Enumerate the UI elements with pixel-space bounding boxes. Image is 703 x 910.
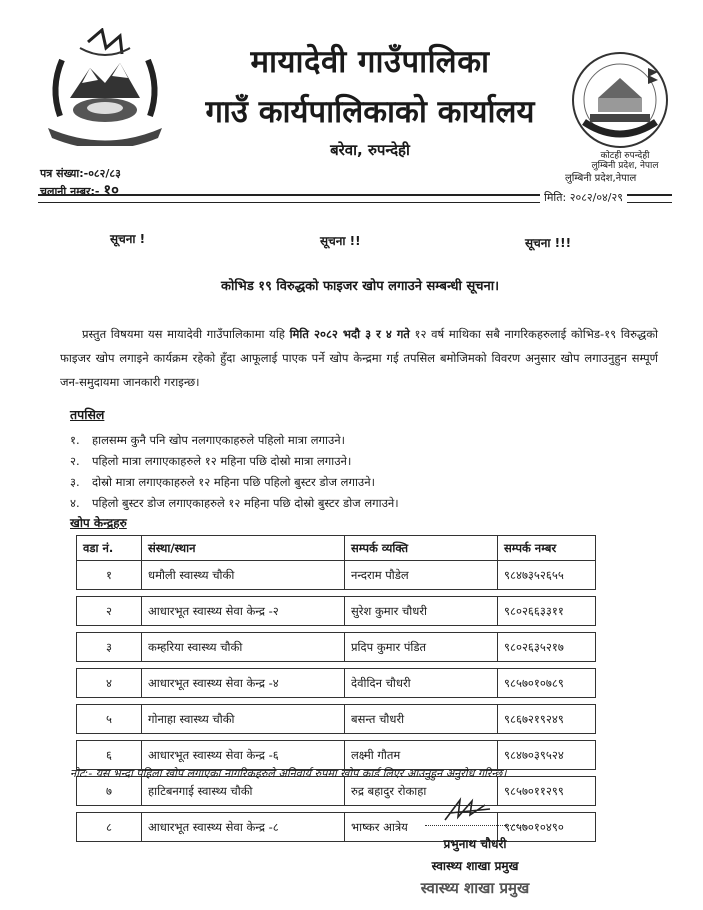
list-item-number: १. xyxy=(70,433,80,447)
row-spacer-cell xyxy=(77,734,596,741)
vaccination-centers-table xyxy=(76,535,596,842)
list-item-text: पहिलो मात्रा लगाएकाहरुले १२ महिना पछि दोस्रो मात्रा लगाउने। xyxy=(92,454,352,468)
row-spacer xyxy=(77,734,596,741)
cell-institution: आधारभूत स्वास्थ्य सेवा केन्द्र -२ xyxy=(142,597,345,626)
table-row xyxy=(77,561,596,590)
signatory-title: स्वास्थ्य शाखा प्रमुख xyxy=(431,859,519,873)
notice-word-3: सूचना !!! xyxy=(525,236,572,250)
dispatch-number-label: चलानी नम्बर:- xyxy=(40,185,104,198)
list-item-text: दोस्रो मात्रा लगाएकाहरुले १२ महिना पछि पहिलो बुस्टर डोज लगाउने। xyxy=(92,475,375,489)
cell-contact-person: रुद्र बहादुर रोकाहा xyxy=(345,777,498,806)
row-spacer xyxy=(77,662,596,669)
cell-institution: आधारभूत स्वास्थ्य सेवा केन्द्र -४ xyxy=(142,669,345,698)
row-spacer-cell xyxy=(77,662,596,669)
header-institution: संस्था/स्थान xyxy=(142,536,345,561)
table-row xyxy=(77,633,596,662)
office-address: बरेवा, रुपन्देही xyxy=(330,141,410,159)
cell-contact-person: देवीदिन चौधरी xyxy=(345,669,498,698)
municipality-logo-caption-1: कोटही रुपन्देही xyxy=(600,151,650,161)
table-header-row xyxy=(77,536,596,561)
body-paragraph-start: प्रस्तुत विषयमा यस मायादेवी गाउँपालिकामा यहि xyxy=(82,327,290,341)
dispatch-number-value: १० xyxy=(103,181,119,199)
cell-institution: धमौली स्वास्थ्य चौकी xyxy=(142,561,345,590)
vaccination-centers-heading: खोप केन्द्रहरु xyxy=(70,516,127,530)
cell-contact-number: ९८४७०३९५२४ xyxy=(498,741,596,770)
table-row xyxy=(77,669,596,698)
row-spacer-cell xyxy=(77,590,596,597)
cell-contact-number: ९८४७३५२६५५ xyxy=(498,561,596,590)
list-item-text: हालसम्म कुनै पनि खोप नलगाएकाहरुले पहिलो मात्रा लगाउने। xyxy=(92,433,346,447)
letter-number: पत्र संख्या:-०८२/८३ xyxy=(40,167,121,180)
header-contact-number: सम्पर्क नम्बर xyxy=(498,536,596,561)
body-paragraph xyxy=(60,322,658,394)
cell-contact-number: ९८५७०११२९९ xyxy=(498,777,596,806)
cell-contact-number: ९८५७०१०७८९ xyxy=(498,669,596,698)
cell-ward: ६ xyxy=(77,741,142,770)
row-spacer xyxy=(77,590,596,597)
cell-contact-person: भाष्कर आत्रेय xyxy=(345,813,498,842)
details-heading: तपसिल xyxy=(70,407,105,422)
body-paragraph-date: मिति २०८२ भदौ ३ र ४ गते xyxy=(289,327,410,341)
notice-word-1: सूचना ! xyxy=(110,232,146,246)
official-stamp: स्वास्थ्य शाखा प्रमुख xyxy=(420,879,530,897)
cell-ward: ३ xyxy=(77,633,142,662)
list-item-number: २. xyxy=(70,454,80,468)
cell-ward: ८ xyxy=(77,813,142,842)
cell-ward: १ xyxy=(77,561,142,590)
row-spacer-cell xyxy=(77,698,596,705)
cell-ward: ५ xyxy=(77,705,142,734)
notice-title: कोभिड १९ विरुद्धको फाइजर खोप लगाउने सम्बन्धी सूचना। xyxy=(220,279,500,294)
cell-contact-person: बसन्त चौधरी xyxy=(345,705,498,734)
row-spacer-cell xyxy=(77,806,596,813)
table-row xyxy=(77,597,596,626)
letter-date: मिति: २०८२/०४/२९ xyxy=(540,190,627,205)
cell-institution: हाटिबनगाई स्वास्थ्य चौकी xyxy=(142,777,345,806)
signature-icon xyxy=(440,795,500,825)
cell-institution: आधारभूत स्वास्थ्य सेवा केन्द्र -६ xyxy=(142,741,345,770)
municipality-logo-caption-2: लुम्बिनी प्रदेश, नेपाल xyxy=(591,161,659,171)
nepal-government-emblem-icon xyxy=(40,28,170,146)
cell-institution: गोनाहा स्वास्थ्य चौकी xyxy=(142,705,345,734)
list-item xyxy=(70,430,630,451)
office-name-line2: गाउँ कार्यपालिकाको कार्यालय xyxy=(205,94,535,130)
notice-word-2: सूचना !! xyxy=(320,234,361,248)
cell-contact-person: सुरेश कुमार चौधरी xyxy=(345,597,498,626)
signatory-name: प्रभुनाथ चौधरी xyxy=(443,837,507,851)
list-item xyxy=(70,451,630,472)
footnote: नोट:- यस भन्दा पहिला खोप लगाएका नागरिकहरुले अनिवार्य रुपमा खोप कार्ड लिएर आउनुहुन अनुरोध गरिन्छ। xyxy=(70,767,507,780)
row-spacer xyxy=(77,698,596,705)
cell-contact-number: ९८०२६६३३११ xyxy=(498,597,596,626)
cell-institution: आधारभूत स्वास्थ्य सेवा केन्द्र -८ xyxy=(142,813,345,842)
cell-contact-number: ९८६७२१९२४९ xyxy=(498,705,596,734)
signature-line xyxy=(425,825,525,826)
table-row xyxy=(77,705,596,734)
cell-contact-person: लक्ष्मी गौतम xyxy=(345,741,498,770)
header-contact-person: सम्पर्क व्यक्ति xyxy=(345,536,498,561)
header-ward: वडा नं. xyxy=(77,536,142,561)
body-paragraph-rest: १२ वर्ष माथिका सबै नागरिकहरुलाई कोभिड-१९ विरुद्धको फाइजर खोप लगाइने कार्यक्रम रहेको हुँदा आफूलाई पाएक पर्ने खोप केन्द्रमा गई तपसिल बमोजिमको विवरण अनुसार खोप लगाउनुहुन सम्पूर्ण जन-समुदायमा जानकारी गराइन्छ। xyxy=(60,327,659,389)
province-label: लुम्बिनी प्रदेश,नेपाल xyxy=(565,173,637,184)
cell-ward: ४ xyxy=(77,669,142,698)
cell-contact-number: ९८५७०१०४९० xyxy=(498,813,596,842)
cell-ward: ७ xyxy=(77,777,142,806)
municipality-logo-icon xyxy=(570,50,670,150)
row-spacer-cell xyxy=(77,626,596,633)
list-item-number: ४. xyxy=(70,496,80,510)
cell-ward: २ xyxy=(77,597,142,626)
cell-contact-person: नन्दराम पौडेल xyxy=(345,561,498,590)
list-item-text: पहिलो बुस्टर डोज लगाएकाहरुले १२ महिना पछि दोस्रो बुस्टर डोज लगाउने। xyxy=(92,496,399,510)
details-list xyxy=(70,430,630,514)
list-item-number: ३. xyxy=(70,475,80,489)
list-item xyxy=(70,472,630,493)
cell-contact-person: प्रदिप कुमार पंडित xyxy=(345,633,498,662)
cell-institution: कम्हरिया स्वास्थ्य चौकी xyxy=(142,633,345,662)
row-spacer xyxy=(77,806,596,813)
list-item xyxy=(70,493,630,514)
row-spacer xyxy=(77,626,596,633)
office-name-line1: मायादेवी गाउँपालिका xyxy=(250,44,490,80)
cell-contact-number: ९८०२६३५२१७ xyxy=(498,633,596,662)
dispatch-number xyxy=(40,180,119,200)
